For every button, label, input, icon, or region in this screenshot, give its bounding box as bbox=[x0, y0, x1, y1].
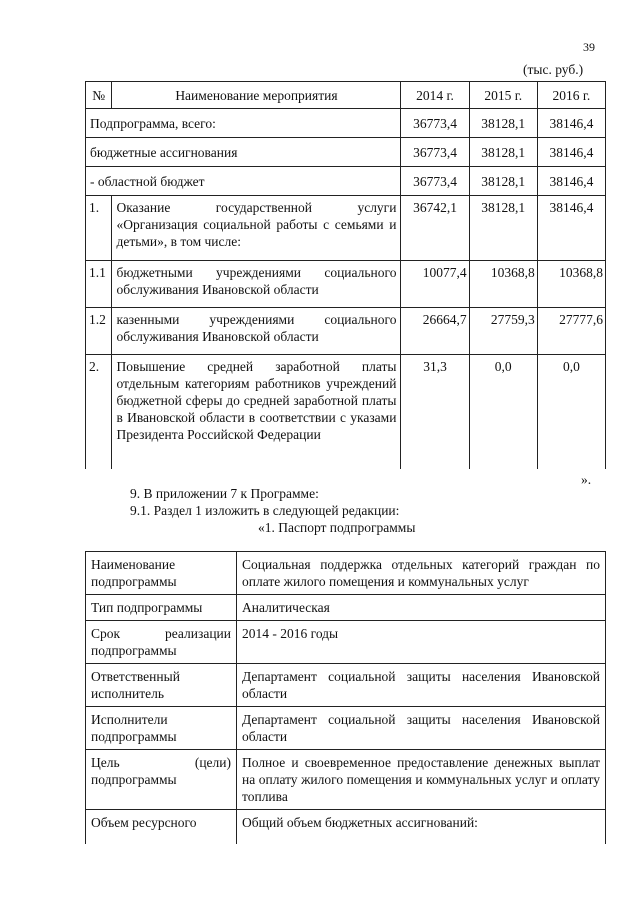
row-2014: 31,3 bbox=[401, 355, 469, 470]
row-2016: 38146,4 bbox=[537, 138, 605, 167]
header-num: № bbox=[86, 82, 112, 109]
passport-key: Исполнители подпрограммы bbox=[86, 707, 237, 750]
row-2015: 38128,1 bbox=[469, 167, 537, 196]
table-row bbox=[86, 167, 606, 196]
passport-value: Департамент социальной защиты населения Ивановской области bbox=[237, 664, 606, 707]
table-header-row bbox=[86, 82, 606, 109]
row-2016: 38146,4 bbox=[537, 167, 605, 196]
row-num: 1.2 bbox=[86, 308, 112, 355]
row-2015: 0,0 bbox=[469, 355, 537, 470]
row-2014: 36773,4 bbox=[401, 109, 469, 138]
row-2016: 0,0 bbox=[537, 355, 605, 470]
passport-value: 2014 - 2016 годы bbox=[237, 621, 606, 664]
table-row bbox=[86, 261, 606, 308]
row-2016: 38146,4 bbox=[537, 196, 605, 261]
table-row bbox=[86, 308, 606, 355]
row-2015: 10368,8 bbox=[469, 261, 537, 308]
row-2015: 38128,1 bbox=[469, 196, 537, 261]
row-num: 1.1 bbox=[86, 261, 112, 308]
passport-value: Социальная поддержка отдельных категорий граждан по оплате жилого помещения и коммунальных услуг bbox=[237, 552, 606, 595]
header-2016: 2016 г. bbox=[537, 82, 605, 109]
row-2014: 36773,4 bbox=[401, 167, 469, 196]
closing-quote: ». bbox=[581, 472, 592, 487]
passport-row bbox=[86, 621, 606, 664]
passport-row bbox=[86, 707, 606, 750]
table-row bbox=[86, 109, 606, 138]
row-2014: 36742,1 bbox=[401, 196, 469, 261]
passport-value: Департамент социальной защиты населения Ивановской области bbox=[237, 707, 606, 750]
table-row bbox=[86, 355, 606, 470]
row-2014: 10077,4 bbox=[401, 261, 469, 308]
passport-value: Аналитическая bbox=[237, 595, 606, 621]
budget-table bbox=[85, 81, 606, 469]
row-2015: 38128,1 bbox=[469, 109, 537, 138]
row-2016: 38146,4 bbox=[537, 109, 605, 138]
row-name: бюджетные ассигнования bbox=[86, 138, 401, 167]
row-num: 1. bbox=[86, 196, 112, 261]
passport-row bbox=[86, 664, 606, 707]
passport-key: Тип подпрограммы bbox=[86, 595, 237, 621]
paragraph-9-1: 9.1. Раздел 1 изложить в следующей редакции: bbox=[130, 503, 400, 518]
row-num: 2. bbox=[86, 355, 112, 470]
row-2014: 26664,7 bbox=[401, 308, 469, 355]
passport-key: Срок реализации подпрограммы bbox=[86, 621, 237, 664]
passport-value: Полное и своевременное предоставление денежных выплат на оплату жилого помещения и коммунальных услуг и оплату топлива bbox=[237, 750, 606, 810]
row-2015: 27759,3 bbox=[469, 308, 537, 355]
passport-row bbox=[86, 552, 606, 595]
row-2014: 36773,4 bbox=[401, 138, 469, 167]
header-2015: 2015 г. bbox=[469, 82, 537, 109]
passport-key: Объем ресурсного bbox=[86, 810, 237, 845]
header-2014: 2014 г. bbox=[401, 82, 469, 109]
row-2015: 38128,1 bbox=[469, 138, 537, 167]
passport-key: Цель (цели) подпрограммы bbox=[86, 750, 237, 810]
row-name: Подпрограмма, всего: bbox=[86, 109, 401, 138]
paragraph-9: 9. В приложении 7 к Программе: bbox=[130, 486, 319, 501]
passport-row bbox=[86, 595, 606, 621]
page-number: 39 bbox=[583, 40, 595, 54]
units-label: (тыс. руб.) bbox=[523, 62, 584, 77]
row-name: бюджетными учреждениями социального обслуживания Ивановской области bbox=[112, 261, 401, 308]
passport-row bbox=[86, 810, 606, 845]
passport-table bbox=[85, 551, 606, 844]
passport-title: «1. Паспорт подпрограммы bbox=[258, 520, 416, 535]
row-name: Оказание государственной услуги «Организация социальной работы с семьями и детьми», в том числе: bbox=[112, 196, 401, 261]
row-2016: 10368,8 bbox=[537, 261, 605, 308]
passport-key: Ответственный исполнитель bbox=[86, 664, 237, 707]
row-name: - областной бюджет bbox=[86, 167, 401, 196]
passport-row bbox=[86, 750, 606, 810]
row-name: казенными учреждениями социального обслуживания Ивановской области bbox=[112, 308, 401, 355]
table-row bbox=[86, 196, 606, 261]
table-row bbox=[86, 138, 606, 167]
passport-value: Общий объем бюджетных ассигнований: bbox=[237, 810, 606, 845]
header-name: Наименование мероприятия bbox=[112, 82, 401, 109]
row-2016: 27777,6 bbox=[537, 308, 605, 355]
row-name: Повышение средней заработной платы отдельным категориям работников учреждений бюджетной сферы до средней заработной платы в Ивановской области в соответствии с указами Президента Российской Федерации bbox=[112, 355, 401, 470]
passport-key: Наименование подпрограммы bbox=[86, 552, 237, 595]
